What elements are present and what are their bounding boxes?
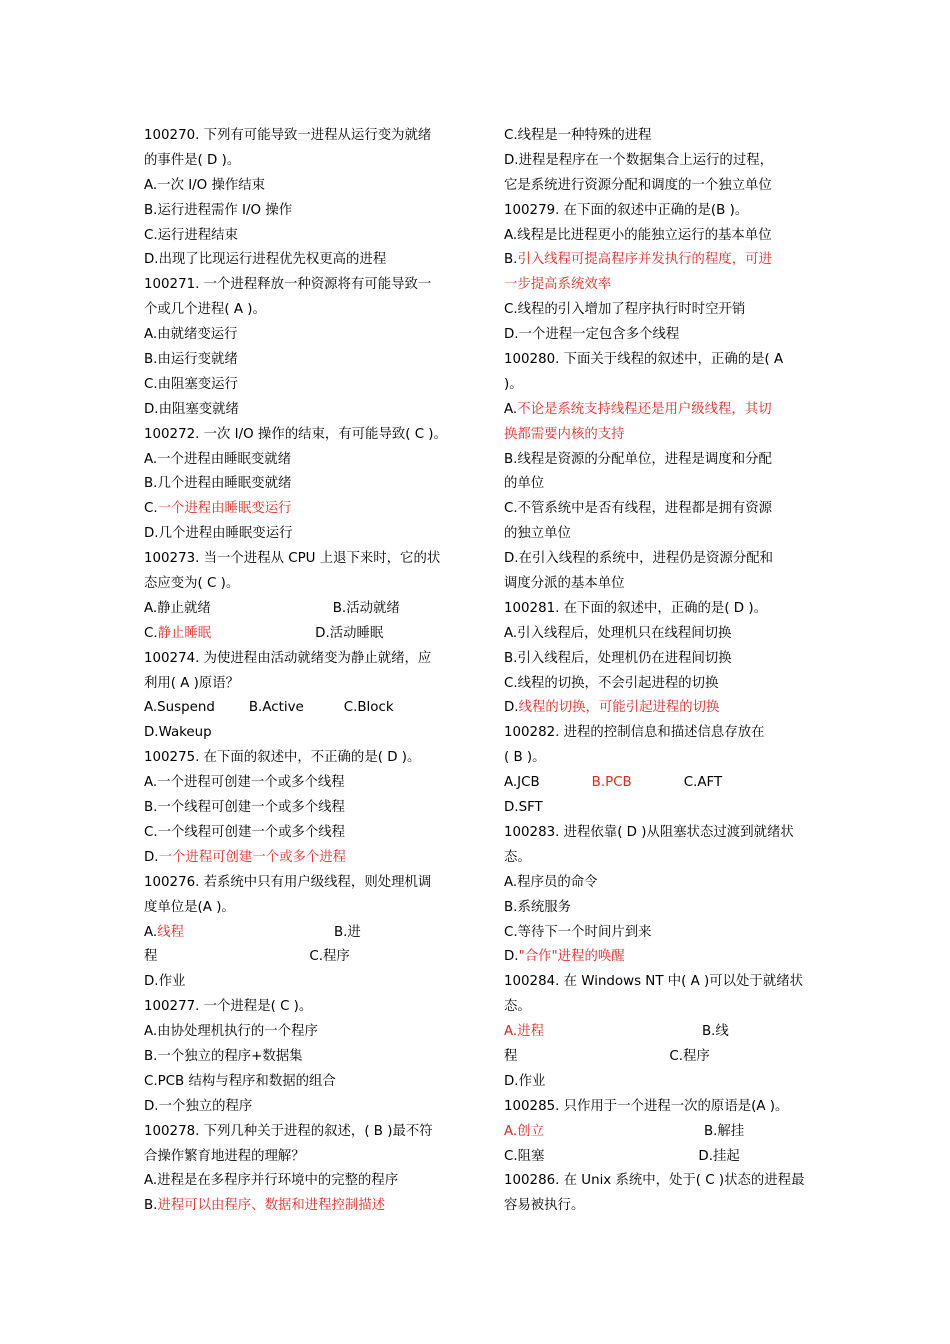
text-segment: 程 [144,949,158,965]
text-line [144,398,454,423]
text-segment: C.程序 [309,949,350,965]
text-segment: 态。 [504,999,531,1015]
text-line [504,871,814,896]
text-segment: A.静止就绪 [144,600,211,616]
highlighted-answer-text: A.进程 [504,1024,544,1040]
text-line [144,796,454,821]
text-line [144,547,454,572]
text-line [504,672,814,697]
text-line [144,124,454,149]
text-segment: D.作业 [144,974,186,990]
text-line [504,995,814,1020]
text-segment: B.由运行变就绪 [144,352,238,368]
text-line [504,771,814,796]
text-segment: C.不管系统中是否有线程，进程都是拥有资源 [504,501,773,517]
text-segment: 100284. 在 Windows NT 中( A )可以处于就绪状 [504,974,804,990]
text-line [504,323,814,348]
text-segment: A. [504,401,518,417]
text-line [504,547,814,572]
text-line [144,224,454,249]
text-segment: A.程序员的命令 [504,874,598,890]
text-line [504,423,814,448]
text-segment: C.一个线程可创建一个或多个线程 [144,824,346,840]
text-line [504,1020,814,1045]
text-segment: 100272. 一次 I/O 操作的结束，有可能导致( C )。 [144,426,447,442]
text-line [144,622,454,647]
text-line [144,721,454,746]
text-line [504,945,814,970]
text-segment: 100277. 一个进程是( C )。 [144,999,313,1015]
text-line [144,896,454,921]
text-segment: D.作业 [504,1073,546,1089]
text-line [144,1120,454,1145]
text-line [504,622,814,647]
text-segment: B.进 [333,924,361,940]
text-segment: D.挂起 [698,1148,740,1164]
highlighted-answer-text: 静止睡眠 [157,625,212,641]
highlighted-answer-text: 不论是系统支持线程还是用户级线程，其切 [517,401,772,417]
text-segment: ( B )。 [504,750,546,766]
text-segment: B.线程是资源的分配单位，进程是调度和分配 [504,451,772,467]
text-line [144,199,454,224]
text-line [504,149,814,174]
text-segment: B.Active [248,700,304,716]
text-line [504,970,814,995]
text-line [144,149,454,174]
highlighted-answer-text: "合作"进程的唤醒 [518,949,625,965]
text-segment: 100274. 为使进程由活动就绪变为静止就绪，应 [144,650,432,666]
text-segment: 调度分派的基本单位 [504,576,625,592]
text-line [504,647,814,672]
text-segment: C.AFT [683,775,723,791]
text-segment: B.引入线程后，处理机仍在进程间切换 [504,650,732,666]
text-line [144,696,454,721]
text-line [504,821,814,846]
text-segment: B.系统服务 [504,899,572,915]
text-segment: C.PCB 结构与程序和数据的组合 [144,1073,336,1089]
text-segment: A.由协处理机执行的一个程序 [144,1024,318,1040]
text-line [504,721,814,746]
text-line [144,448,454,473]
text-line [144,1095,454,1120]
text-line [504,796,814,821]
text-segment: B.活动就绪 [332,600,400,616]
text-segment: 100280. 下面关于线程的叙述中，正确的是( A [504,352,784,368]
text-segment: B.一个线程可创建一个或多个线程 [144,800,345,816]
text-segment: A.一个进程由睡眠变就绪 [144,451,292,467]
text-segment: A.由就绪变运行 [144,327,238,343]
text-segment: B.几个进程由睡眠变就绪 [144,476,292,492]
text-segment: 100282. 进程的控制信息和描述信息存放在 [504,725,765,741]
text-segment: D.SFT [504,800,543,816]
text-segment: 100283. 进程依靠( D )从阻塞状态过渡到就绪状 [504,824,794,840]
text-segment: 度单位是(A )。 [144,899,235,915]
right-column [504,124,814,1219]
text-segment: B.一个独立的程序+数据集 [144,1048,303,1064]
text-line [144,597,454,622]
text-segment: C.运行进程结束 [144,227,238,243]
text-segment: C.等待下一个时间片到来 [504,924,652,940]
text-segment: C.由阻塞变运行 [144,376,238,392]
text-line [144,373,454,398]
text-line [504,1194,814,1219]
text-segment: C.线程的切换，不会引起进程的切换 [504,675,719,691]
text-line [504,696,814,721]
text-segment: A.线程是比进程更小的能独立运行的基本单位 [504,227,772,243]
text-segment: C.线程的引入增加了程序执行时时空开销 [504,302,746,318]
text-line [504,373,814,398]
text-line [504,1169,814,1194]
text-line [504,1095,814,1120]
text-segment: A.一次 I/O 操作结束 [144,177,266,193]
text-segment: D.出现了比现运行进程优先权更高的进程 [144,252,387,268]
text-line [504,921,814,946]
text-line [144,846,454,871]
text-line [504,846,814,871]
text-segment: B. [504,252,518,268]
text-segment: 100281. 在下面的叙述中，正确的是( D )。 [504,600,767,616]
text-line [504,1120,814,1145]
text-line [504,597,814,622]
text-segment: C. [144,501,158,517]
text-line [144,746,454,771]
text-segment: 合操作繁育地进程的理解？ [144,1148,305,1164]
text-line [144,1194,454,1219]
text-line [504,1145,814,1170]
text-segment: D. [504,949,519,965]
text-segment: 100286. 在 Unix 系统中，处于( C )状态的进程最 [504,1173,805,1189]
text-segment: 态。 [504,849,531,865]
text-segment: C.Block [343,700,394,716]
text-line [504,497,814,522]
text-segment: C.线程是一种特殊的进程 [504,128,652,143]
text-segment: D. [144,849,159,865]
text-segment: 利用( A )原语？ [144,675,240,691]
text-line [504,124,814,149]
text-segment: A. [144,924,158,940]
text-line [144,572,454,597]
text-line [144,298,454,323]
text-line [144,497,454,522]
text-line [144,423,454,448]
highlighted-answer-text: B.PCB [591,775,632,791]
text-segment: )。 [504,376,523,392]
text-line [144,970,454,995]
text-segment: 100279. 在下面的叙述中正确的是(B )。 [504,202,749,218]
text-segment: A.引入线程后，处理机只在线程间切换 [504,625,732,641]
text-line [504,398,814,423]
text-line [144,1045,454,1070]
text-segment: C.阻塞 [504,1148,545,1164]
highlighted-answer-text: 一步提高系统效率 [504,277,612,293]
text-line [144,348,454,373]
text-segment: 个或几个进程( A )。 [144,302,266,318]
text-segment: D.活动睡眠 [315,625,384,641]
text-line [504,572,814,597]
text-line [144,1020,454,1045]
text-segment: B.线 [701,1024,729,1040]
text-segment: D.一个独立的程序 [144,1098,253,1114]
highlighted-answer-text: 引入线程可提高程序并发执行的程度，可进 [517,252,772,268]
text-segment: 的单位 [504,476,545,492]
text-line [144,273,454,298]
text-line [144,647,454,672]
text-segment: A.Suspend [144,700,215,716]
text-line [144,672,454,697]
text-line [504,448,814,473]
text-line [144,871,454,896]
text-line [504,174,814,199]
text-line [504,248,814,273]
text-line [504,1045,814,1070]
text-line [144,323,454,348]
text-segment: C.程序 [669,1048,710,1064]
text-line [144,821,454,846]
text-segment: 态应变为( C )。 [144,576,240,592]
text-line [144,771,454,796]
highlighted-answer-text: A.创立 [504,1123,544,1139]
text-line [144,1145,454,1170]
highlighted-answer-text: 进程可以由程序、数据和进程控制描述 [157,1198,386,1214]
text-segment: D.进程是程序在一个数据集合上运行的过程， [504,152,773,168]
text-line [504,746,814,771]
highlighted-answer-text: 一个进程由睡眠变运行 [157,501,292,517]
text-line [144,174,454,199]
text-line [504,348,814,373]
text-line [144,472,454,497]
text-segment: A.进程是在多程序并行环境中的完整的程序 [144,1173,399,1189]
text-line [144,995,454,1020]
text-segment: B. [144,1198,158,1214]
text-line [504,273,814,298]
text-segment: B.解挂 [703,1123,745,1139]
text-line [504,896,814,921]
text-segment: 程 [504,1048,518,1064]
text-line [144,1169,454,1194]
text-line [504,522,814,547]
text-segment: A.一个进程可创建一个或多个线程 [144,775,345,791]
highlighted-answer-text: 一个进程可创建一个或多个进程 [158,849,347,865]
text-segment: 它是系统进行资源分配和调度的一个独立单位 [504,177,772,193]
text-segment: 100285. 只作用于一个进程一次的原语是(A )。 [504,1098,789,1114]
text-line [504,199,814,224]
text-line [144,945,454,970]
text-segment: D.Wakeup [144,725,212,741]
text-segment: 100271. 一个进程释放一种资源将有可能导致一 [144,277,432,293]
text-line [144,522,454,547]
text-line [504,224,814,249]
text-segment: B.运行进程需作 I/O 操作 [144,202,293,218]
text-line [144,921,454,946]
text-segment: 100275. 在下面的叙述中，不正确的是( D )。 [144,750,421,766]
text-line [504,298,814,323]
text-segment: 的独立单位 [504,526,571,542]
highlighted-answer-text: 换都需要内核的支持 [504,426,625,442]
text-line [504,1070,814,1095]
highlighted-answer-text: 线程 [157,924,184,940]
text-line [144,1070,454,1095]
text-segment: A.JCB [504,775,540,791]
text-segment: D.几个进程由睡眠变运行 [144,526,293,542]
text-segment: 100276. 若系统中只有用户级线程，则处理机调 [144,874,432,890]
text-segment: C. [144,625,158,641]
text-segment: 100273. 当一个进程从 CPU 上退下来时，它的状 [144,551,441,567]
text-line [144,248,454,273]
text-line [504,472,814,497]
left-column [144,124,454,1219]
text-segment: D. [504,700,519,716]
text-segment: 100270. 下列有可能导致一进程从运行变为就绪 [144,128,432,143]
text-segment: D.一个进程一定包含多个线程 [504,327,680,343]
text-segment: D.在引入线程的系统中，进程仍是资源分配和 [504,551,773,567]
text-segment: D.由阻塞变就绪 [144,401,239,417]
text-segment: 100278. 下列几种关于进程的叙述，( B )最不符 [144,1123,433,1139]
highlighted-answer-text: 线程的切换，可能引起进程的切换 [518,700,720,716]
text-segment: 的事件是( D )。 [144,152,241,168]
text-segment: 容易被执行。 [504,1198,585,1214]
